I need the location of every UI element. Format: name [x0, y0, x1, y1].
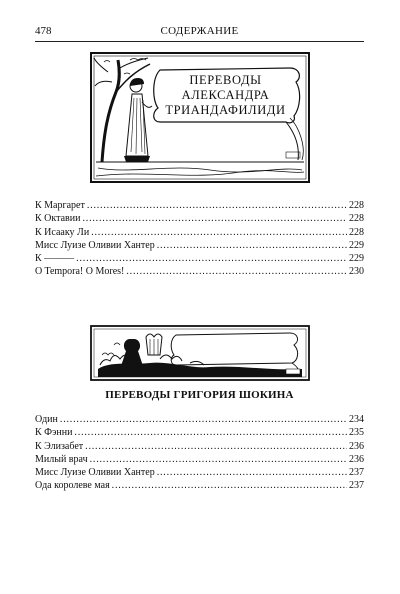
toc-entry[interactable]: [35, 239, 364, 252]
toc-leader-dots: [90, 453, 347, 466]
toc-leader-dots: [91, 226, 347, 239]
toc-entry[interactable]: [35, 252, 364, 265]
toc-entry-page: 236: [349, 440, 364, 452]
toc-list-triandafilidi: [35, 199, 364, 279]
toc-entry-title: Ода королеве мая: [35, 480, 110, 492]
toc-entry[interactable]: [35, 453, 364, 466]
toc-entry-title: К Октавии: [35, 213, 81, 225]
toc-entry-page: 228: [349, 226, 364, 238]
section-heading-shokin: ПЕРЕВОДЫ ГРИГОРИЯ ШОКИНА: [105, 389, 294, 401]
toc-entry-page: 237: [349, 467, 364, 479]
toc-leader-dots: [76, 252, 347, 265]
toc-entry-page: 236: [349, 453, 364, 465]
toc-entry-title: Мисс Луизе Оливии Хантер: [35, 239, 155, 251]
toc-leader-dots: [60, 413, 347, 426]
toc-entry-page: 234: [349, 414, 364, 425]
toc-entry[interactable]: [35, 426, 364, 439]
toc-entry-page: 228: [349, 200, 364, 211]
toc-entry[interactable]: [35, 413, 364, 426]
toc-entry-title: К Элизабет: [35, 440, 84, 452]
toc-entry-page: 229: [349, 253, 364, 265]
toc-leader-dots: [87, 199, 347, 212]
page-number: 478: [35, 25, 52, 37]
toc-entry-title: Один: [35, 414, 58, 425]
toc-entry[interactable]: [35, 440, 364, 453]
toc-entry[interactable]: [35, 466, 364, 479]
toc-entry-title: Милый врач: [35, 453, 88, 465]
header-rule: [35, 41, 364, 42]
toc-entry-title: К Исааку Ли: [35, 226, 90, 238]
toc-leader-dots: [85, 440, 347, 453]
toc-entry-page: 228: [349, 213, 364, 225]
running-header: [35, 24, 364, 38]
toc-list-shokin: [35, 413, 364, 493]
running-title: СОДЕРЖАНИЕ: [160, 25, 239, 37]
toc-entry-page: 229: [349, 239, 364, 251]
toc-entry[interactable]: [35, 212, 364, 225]
toc-entry[interactable]: [35, 479, 364, 492]
banner-line-3: ТРИАНДАФИЛИДИ: [165, 103, 286, 117]
toc-entry-title: Мисс Луизе Оливии Хантер: [35, 467, 155, 479]
toc-leader-dots: [157, 466, 347, 479]
toc-entry[interactable]: [35, 199, 364, 212]
toc-entry-title: К Фэнни: [35, 427, 73, 439]
toc-entry[interactable]: [35, 265, 364, 278]
banner-line-2: АЛЕКСАНДРА: [181, 88, 270, 102]
banner-line-1: ПЕРЕВОДЫ: [189, 73, 262, 87]
toc-leader-dots: [74, 426, 347, 439]
toc-leader-dots: [112, 479, 347, 492]
toc-entry-title: O Tempora! O Mores!: [35, 266, 125, 278]
toc-entry-page: 230: [349, 266, 364, 278]
toc-entry[interactable]: [35, 226, 364, 239]
toc-leader-dots: [126, 265, 347, 278]
toc-entry-title: К ———: [35, 253, 75, 265]
toc-entry-page: 235: [349, 427, 364, 439]
illustration-still-life-scroll: [90, 325, 310, 381]
toc-entry-title: К Маргарет: [35, 200, 85, 211]
toc-entry-page: 237: [349, 480, 364, 492]
toc-leader-dots: [82, 212, 347, 225]
banner-title: [163, 73, 288, 118]
toc-leader-dots: [157, 239, 347, 252]
